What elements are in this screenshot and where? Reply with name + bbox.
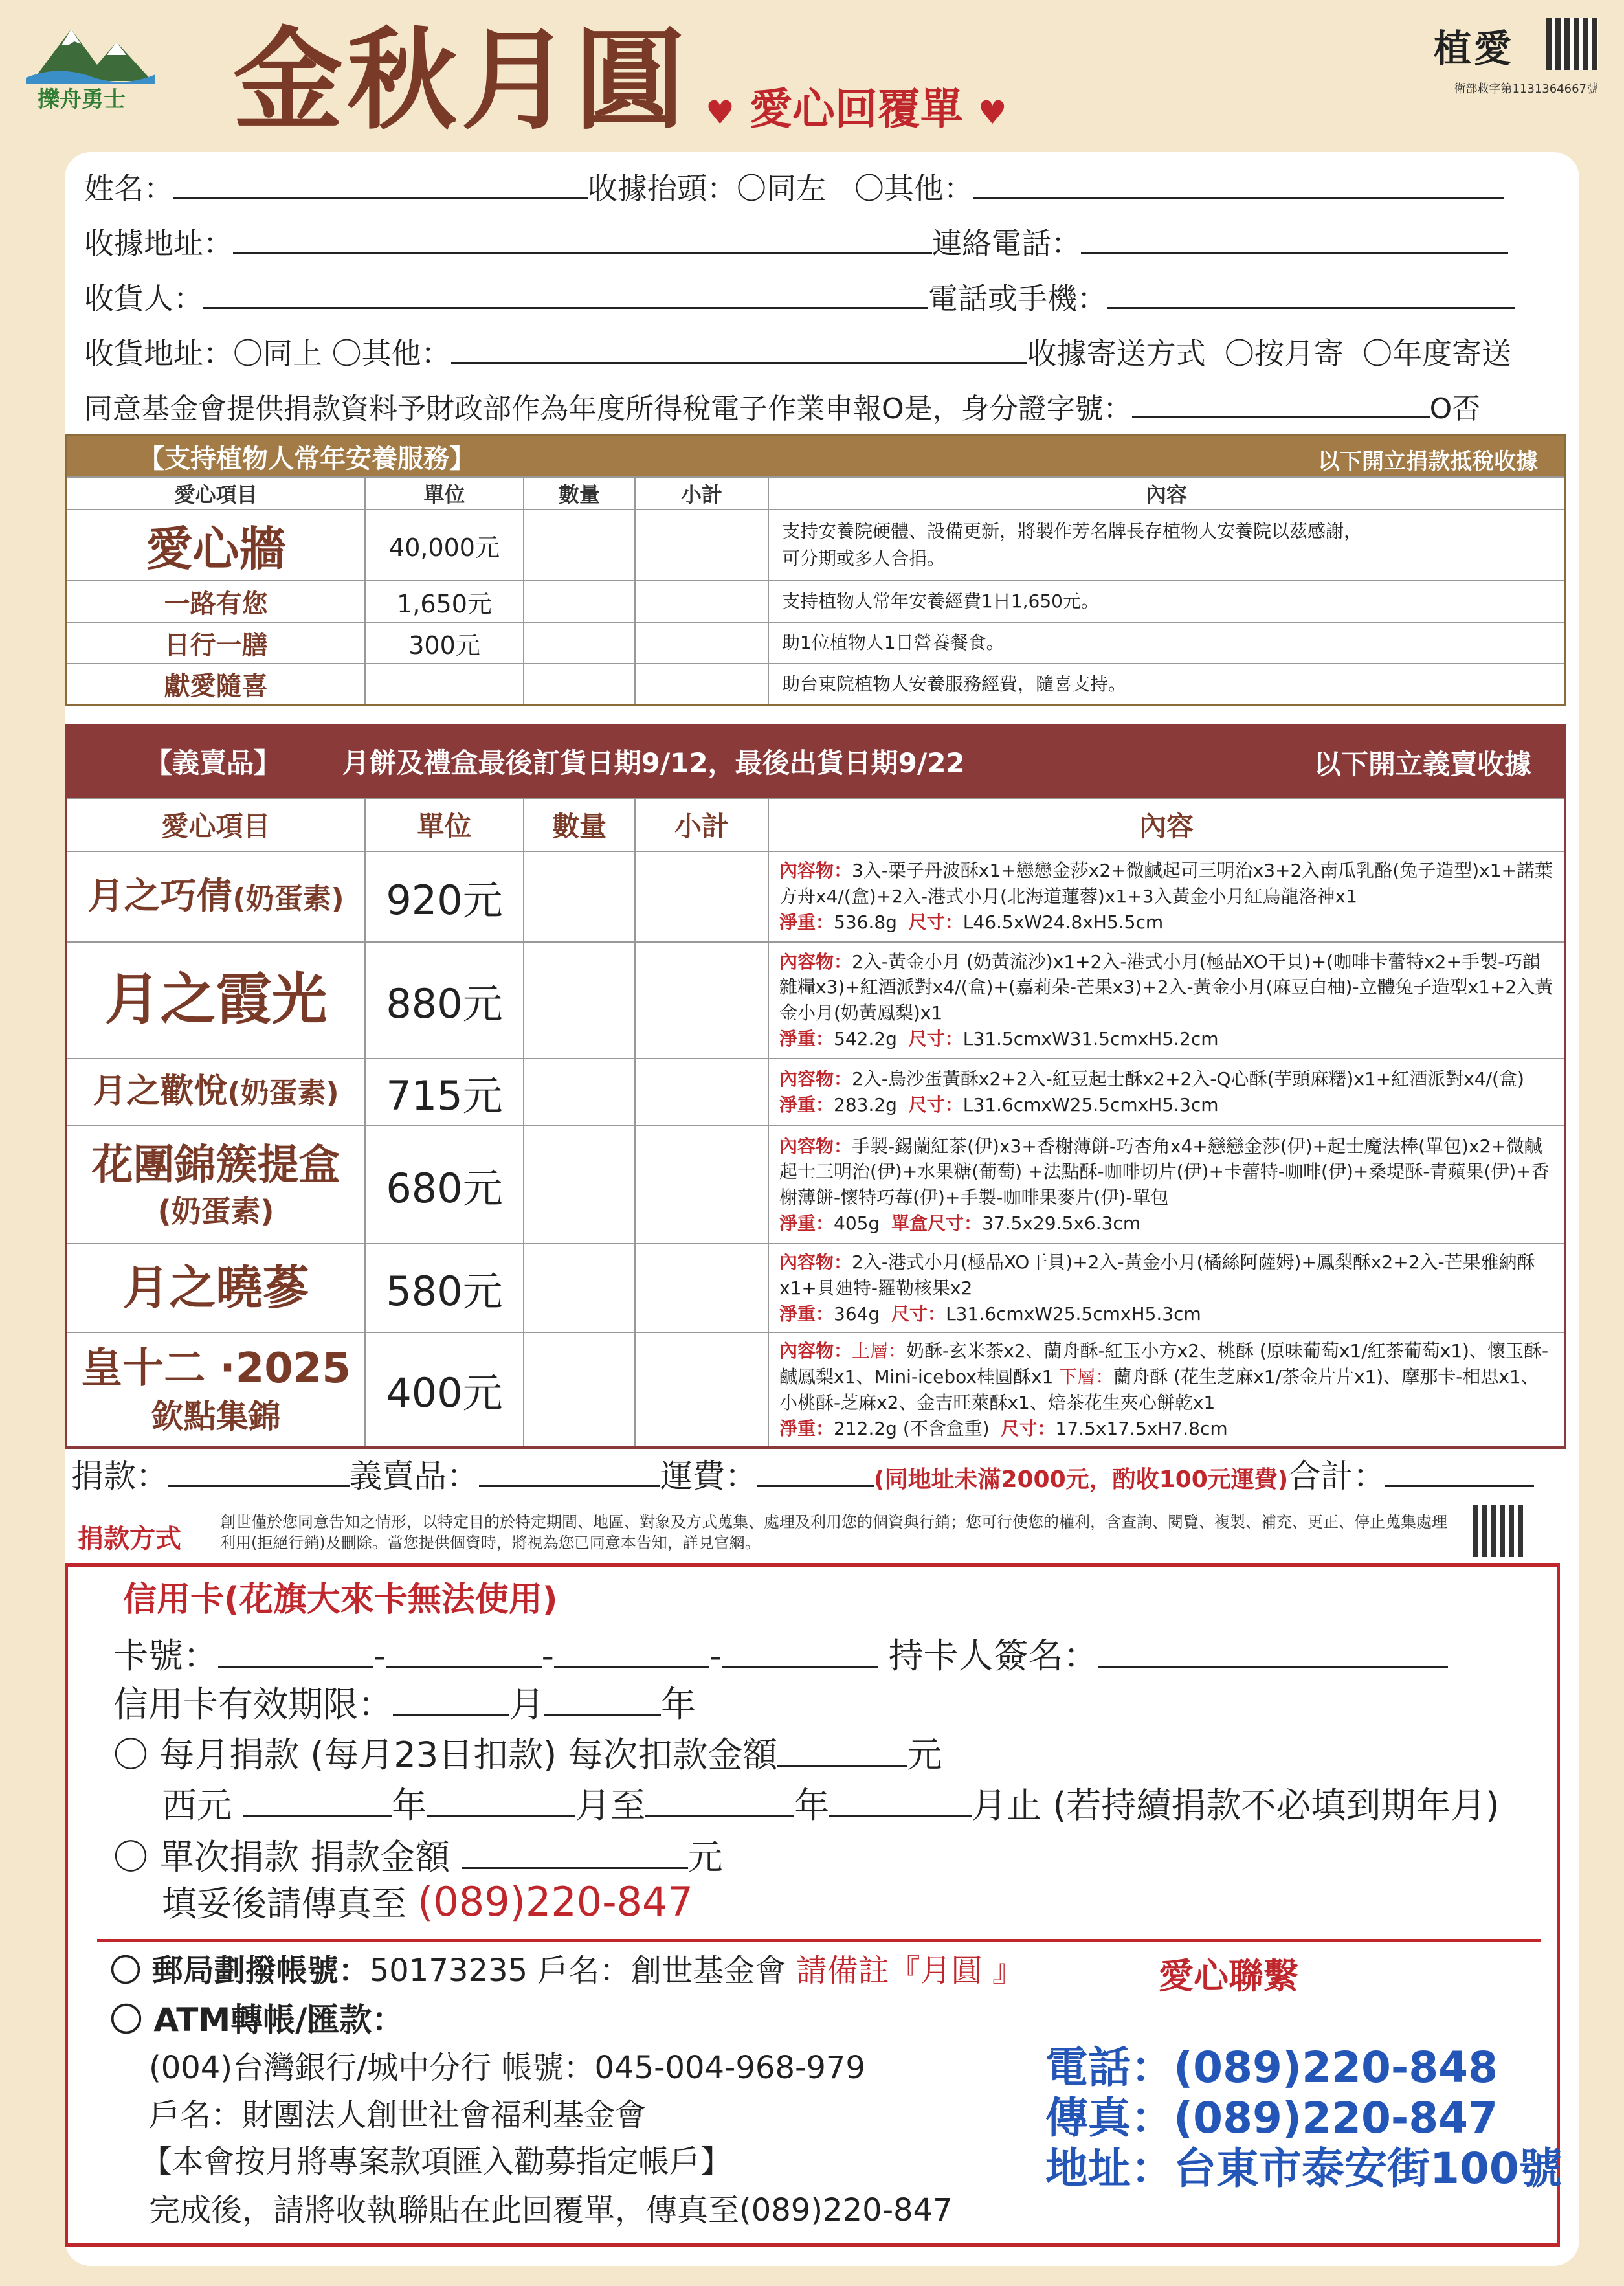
contact-phone: 電話：(089)220-848 <box>1045 2043 1498 2092</box>
column-header: 數量 <box>524 798 635 851</box>
row-name <box>84 165 1504 208</box>
table-row <box>66 942 1565 1059</box>
quantity-cell[interactable] <box>524 581 635 622</box>
recipient-field[interactable] <box>203 281 928 309</box>
credit-card-title: 信用卡(花旗大來卡無法使用) <box>123 1580 558 1619</box>
section2-note: 以下開立義賣收據 <box>1313 748 1531 780</box>
card-number-field-1[interactable] <box>218 1640 373 1668</box>
end-month-field[interactable] <box>829 1789 972 1817</box>
item-name: 愛心牆 <box>66 510 365 581</box>
ship-address-label: 收貨地址： <box>84 336 233 371</box>
section1-title: 【支持植物人常年安養服務】 <box>139 443 475 474</box>
expiry-year-field[interactable] <box>544 1688 661 1716</box>
period-row <box>162 1778 1499 1828</box>
expiry-row <box>113 1677 696 1727</box>
shipping-note: (同地址未滿2000元，酌收100元運費) <box>874 1466 1289 1493</box>
subtotal-cell[interactable] <box>635 664 768 705</box>
logo <box>26 19 155 113</box>
end-year-field[interactable] <box>645 1789 794 1817</box>
logo-text: 擽舟勇士 <box>38 87 126 113</box>
table-row <box>66 851 1565 942</box>
privacy-note: 創世僅於您同意告知之情形，以特定目的於特定期間、地區、對象及方式蒐集、處理及利用您的個資與行銷；您可行使您的權利，含查詢、閱覽、複製、補充、更正、停止蒐集處理利用(拒絕行銷)及刪除。當您提供個資時，將視為您已同意本告知，詳見官網。 <box>220 1513 1447 1552</box>
item-name: 日行一膳 <box>66 622 365 664</box>
item-name: 花團錦簇提盒 (奶蛋素) <box>66 1126 365 1244</box>
card-number-field-4[interactable] <box>722 1640 878 1668</box>
brand-name: 植愛 <box>1433 27 1514 71</box>
card-number-field-3[interactable] <box>554 1640 709 1668</box>
recipient-label: 收貨人： <box>84 281 203 316</box>
column-header: 數量 <box>524 477 635 510</box>
quantity-cell[interactable] <box>524 1059 635 1126</box>
atm-label: 〇 ATM轉帳/匯款： <box>110 2001 405 2039</box>
year-unit: 年 <box>794 1785 830 1826</box>
table-row <box>66 510 1565 581</box>
item-unit: 880元 <box>365 942 524 1059</box>
column-header: 單位 <box>365 798 524 851</box>
mountain-logo-icon <box>26 19 155 84</box>
holder-signature-field[interactable] <box>1098 1640 1448 1668</box>
item-unit: 1,650元 <box>365 581 524 622</box>
qr-code-icon <box>1546 18 1598 70</box>
column-header: 內容 <box>768 477 1565 510</box>
subtotal-cell[interactable] <box>635 622 768 664</box>
item-unit: 40,000元 <box>365 510 524 581</box>
fax-label: 填妥後請傳真至 <box>162 1883 406 1924</box>
item-name: 月之曉蔘 <box>66 1244 365 1332</box>
receipt-address-label: 收據地址： <box>84 226 233 261</box>
opt-other[interactable]: 〇其他： <box>854 171 973 206</box>
done-note: 完成後，請將收執聯貼在此回覆單，傳真至(089)220-847 <box>149 2192 953 2228</box>
item-unit: 300元 <box>365 622 524 664</box>
postal-number: 50173235 戶名：創世基金會 <box>369 1953 786 1989</box>
section2-deadline: 月餅及禮盒最後訂貨日期9/12，最後出貨日期9/22 <box>342 747 965 779</box>
page-title: 金秋月圓 <box>233 17 689 145</box>
contact-phone-label: 連絡電話： <box>932 226 1081 261</box>
until-label: 月止 (若持續捐款不必填到期年月) <box>972 1785 1500 1826</box>
subtotal-cell[interactable] <box>635 1126 768 1244</box>
sale-label: 義賣品： <box>350 1457 479 1495</box>
id-number-field[interactable] <box>1132 390 1430 418</box>
quantity-cell[interactable] <box>524 942 635 1059</box>
opt-same-above[interactable]: 〇同上 <box>233 336 322 371</box>
expiry-month-field[interactable] <box>393 1688 509 1716</box>
subtotal-cell[interactable] <box>635 851 768 942</box>
row-ship-address <box>84 330 1511 373</box>
subtotal-cell[interactable] <box>635 1332 768 1448</box>
consent-text: 同意基金會提供捐款資料予財政部作為年度所得稅電子作業申報O是，身分證字號： <box>84 392 1132 425</box>
consent-no-option[interactable]: O否 <box>1429 392 1481 425</box>
quantity-cell[interactable] <box>524 1244 635 1332</box>
brand <box>1404 18 1598 109</box>
monthly-amount-field[interactable] <box>777 1739 907 1767</box>
yuan-unit: 元 <box>687 1837 723 1877</box>
item-unit: 580元 <box>365 1244 524 1332</box>
item-desc: 內容物：上層：奶酥-玄米茶x2、蘭舟酥-紅玉小方x2、桃酥 (原味葡萄x1/紅茶葡萄x1)、懷玉酥-鹹鳳梨x1、Mini-icebox桂圓酥x1 下層：蘭舟酥 (花生芝麻x1/茶金片片x1)、摩那卡-相思x1、小桃酥-芝麻x2、金吉旺萊酥x1、焙茶花生夾心餅乾x1 淨重：212.2g (不含盒重) 尺寸：17.5x17.5xH7.8cm <box>768 1332 1565 1448</box>
year-unit: 年 <box>661 1684 696 1725</box>
totals-row <box>71 1450 1534 1497</box>
opt-other-address[interactable]: 〇其他： <box>331 336 451 371</box>
month-unit: 月 <box>509 1684 544 1725</box>
item-name: 月之巧倩(奶蛋素) <box>66 851 365 942</box>
quantity-cell[interactable] <box>524 510 635 581</box>
name-label: 姓名： <box>84 171 173 206</box>
item-name: 一路有您 <box>66 581 365 622</box>
subtotal-cell[interactable] <box>635 510 768 581</box>
heart-icon: ♥ <box>706 94 735 131</box>
table-row <box>66 622 1565 664</box>
shipping-label: 運費： <box>660 1457 757 1495</box>
column-header: 單位 <box>365 477 524 510</box>
item-unit: 715元 <box>365 1059 524 1126</box>
shipping-field[interactable] <box>757 1459 874 1487</box>
section1-column-headers <box>66 477 1565 510</box>
column-header: 小計 <box>635 798 768 851</box>
opt-same-left[interactable]: 〇同左 <box>737 171 826 206</box>
subtotal-cell[interactable] <box>635 581 768 622</box>
item-desc: 內容物：2入-港式小月(極品XO干貝)+2入-黃金小月(橘絲阿薩姆)+鳳梨酥x2+2入-芒果雅納酥x1+貝廸特-羅勒核果x2 淨重：364g 尺寸：L31.6cmxW25.5cmxH5.3cm <box>768 1244 1565 1332</box>
name-field[interactable] <box>173 171 588 199</box>
row-recipient <box>84 275 1515 318</box>
item-desc: 內容物：手製-錫蘭紅茶(伊)x3+香榭薄餅-巧杏角x4+戀戀金莎(伊)+起士魔法棒(單包)x2+微鹹起士三明治(伊)+水果糖(葡萄) +法點酥-咖啡切片(伊)+卡蕾特-咖啡(伊)+桑堤酥-青蘋果(伊)+香榭薄餅-懷特巧莓(伊)+手製-咖啡果麥片(伊)-單包 淨重：405g 單盒尺寸：37.5x29.5x6.3cm <box>768 1126 1565 1244</box>
table-row <box>66 1059 1565 1126</box>
table-row <box>66 664 1565 705</box>
section2-title: 【義賣品】 <box>145 747 282 779</box>
opt-monthly[interactable]: 〇按月寄 <box>1224 336 1344 371</box>
item-desc: 助1位植物人1日營養餐食。 <box>768 622 1565 664</box>
subtitle <box>706 74 1007 136</box>
row-receipt-address <box>84 220 1508 263</box>
phone-mobile-field[interactable] <box>1107 281 1515 309</box>
expiry-label: 信用卡有效期限： <box>113 1684 393 1725</box>
year-unit: 年 <box>392 1785 427 1826</box>
quantity-cell[interactable] <box>524 1332 635 1448</box>
item-unit <box>365 664 524 705</box>
divider <box>97 1939 1541 1942</box>
subtotal-cell[interactable] <box>635 1244 768 1332</box>
western-label: 西元 <box>162 1785 232 1826</box>
donation-table <box>65 434 1566 706</box>
item-desc: 內容物：2入-黃金小月 (奶黃流沙)x1+2入-港式小月(極品XO干貝)+(咖啡卡蕾特x2+手製-巧韻雜糧x3)+紅酒派對x4/(盒)+(嘉莉朵-芒果x3)+2入-黃金小月(麻豆白柚)-立體兔子造型x1+2入黃金小月(奶黃鳳梨)x1 淨重：542.2g 尺寸：L31.5cmxW31.5cmxH5.2cm <box>768 942 1565 1059</box>
love-contact-label: 愛心聯繫 <box>1159 1956 1298 1997</box>
bank-line: (004)台灣銀行/城中分行 帳號：045-004-968-979 <box>149 2050 865 2086</box>
column-header: 內容 <box>768 798 1565 851</box>
postal-label: 〇 郵局劃撥帳號： <box>110 1953 370 1989</box>
sale-table <box>65 724 1566 1449</box>
item-desc: 支持安養院硬體、設備更新，將製作芳名牌長存植物人安養院以茲感謝， 可分期或多人合捐。 <box>768 510 1565 581</box>
single-amount-field[interactable] <box>462 1841 688 1869</box>
receipt-address-field[interactable] <box>233 226 932 254</box>
item-desc: 內容物：2入-烏沙蛋黃酥x2+2入-紅豆起士酥x2+2入-Q心酥(芋頭麻糬)x1+紅酒派對x4/(盒) 淨重：283.2g 尺寸：L31.6cmxW25.5cmxH5.3cm <box>768 1059 1565 1126</box>
contact-fax: 傳真：(089)220-847 <box>1045 2093 1498 2143</box>
item-unit: 400元 <box>365 1332 524 1448</box>
quantity-cell[interactable] <box>524 851 635 942</box>
registration-number: 衛部救字第1131364667號 <box>1454 82 1598 96</box>
table-row <box>66 1126 1565 1244</box>
monthly-donation-row <box>113 1727 942 1777</box>
fax-row <box>162 1876 693 1926</box>
column-header: 愛心項目 <box>66 477 365 510</box>
ship-address-field[interactable] <box>451 336 1027 364</box>
card-number-row: 卡號： - - - 持卡人簽名： <box>113 1628 1448 1678</box>
yuan-unit: 元 <box>907 1734 942 1775</box>
item-desc: 助台東院植物人安養服務經費，隨喜支持。 <box>768 664 1565 705</box>
subtotal-cell[interactable] <box>635 942 768 1059</box>
monthly-option[interactable]: 〇 每月捐款 (每月23日扣款) 每次扣款金額 <box>113 1734 778 1775</box>
item-name: 月之歡悅(奶蛋素) <box>66 1059 365 1126</box>
row-consent <box>84 385 1480 427</box>
total-field[interactable] <box>1385 1459 1534 1487</box>
section1-header <box>66 435 1565 477</box>
quantity-cell[interactable] <box>524 664 635 705</box>
account-name: 戶名：財團法人創世社會福利基金會 <box>149 2097 647 2133</box>
from-label: 月至 <box>575 1785 646 1826</box>
table-row <box>66 581 1565 622</box>
sale-field[interactable] <box>479 1459 660 1487</box>
payment-method-title: 捐款方式 <box>78 1524 181 1554</box>
card-number-field-2[interactable] <box>386 1640 542 1668</box>
donation-field[interactable] <box>168 1459 350 1487</box>
total-label: 合計： <box>1288 1457 1386 1495</box>
phone-mobile-label: 電話或手機： <box>928 281 1107 316</box>
item-unit: 920元 <box>365 851 524 942</box>
heart-icon: ♥ <box>977 94 1007 131</box>
card-number-label: 卡號： <box>113 1635 218 1676</box>
column-header: 小計 <box>635 477 768 510</box>
qr-code-icon <box>1473 1505 1524 1557</box>
subtitle-text: 愛心回覆單 <box>749 84 963 134</box>
quantity-cell[interactable] <box>524 622 635 664</box>
contact-phone-field[interactable] <box>1081 226 1508 254</box>
opt-yearly[interactable]: 〇年度寄送 <box>1363 336 1512 371</box>
bank-note: 【本會按月將專案款項匯入勸募指定帳戶】 <box>141 2144 732 2180</box>
table-row <box>66 1244 1565 1332</box>
single-donation-row <box>113 1830 723 1879</box>
section2-column-headers <box>66 798 1565 851</box>
single-option[interactable]: 〇 單次捐款 捐款金額 <box>113 1837 450 1877</box>
postal-row <box>110 1945 1023 1990</box>
item-desc: 支持植物人常年安養經費1日1,650元。 <box>768 581 1565 622</box>
table-row <box>66 1332 1565 1448</box>
receipt-title-label: 收據抬頭： <box>588 171 737 206</box>
donation-label: 捐款： <box>71 1457 168 1495</box>
column-header: 愛心項目 <box>66 798 365 851</box>
item-desc: 內容物：3入-栗子丹波酥x1+戀戀金莎x2+微鹹起司三明治x3+2入南瓜乳酪(兔子造型)x1+諾葉方舟x4/(盒)+2入-港式小月(北海道蓮蓉)x1+3入黃金小月紅烏龍洛神x1 淨重：536.8g 尺寸：L46.5xW24.8xH5.5cm <box>768 851 1565 942</box>
quantity-cell[interactable] <box>524 1126 635 1244</box>
receipt-title-field[interactable] <box>973 171 1504 199</box>
item-name: 皇十二 ·2025 欽點集錦 <box>66 1332 365 1448</box>
section1-note: 以下開立捐款抵稅收據 <box>1318 448 1538 475</box>
item-name: 月之霞光 <box>66 942 365 1059</box>
item-unit: 680元 <box>365 1126 524 1244</box>
receipt-send-label: 收據寄送方式 <box>1027 336 1206 371</box>
holder-label: 持卡人簽名： <box>888 1635 1098 1676</box>
item-name: 獻愛隨喜 <box>66 664 365 705</box>
section2-header <box>66 725 1565 798</box>
contact-address: 地址：台東市泰安街100號 <box>1045 2144 1562 2193</box>
subtotal-cell[interactable] <box>635 1059 768 1126</box>
postal-note: 請備註『月圓 』 <box>795 1953 1023 1989</box>
start-year-field[interactable] <box>243 1789 392 1817</box>
fax-number: (089)220-847 <box>417 1878 693 1925</box>
start-month-field[interactable] <box>427 1789 575 1817</box>
